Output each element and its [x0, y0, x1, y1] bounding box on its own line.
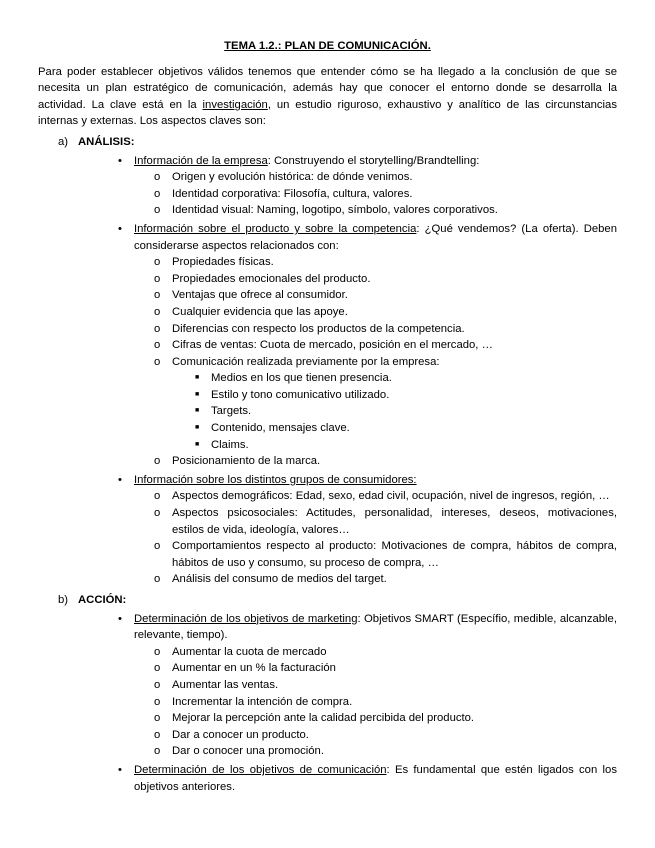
sub-list-item [38, 354, 617, 371]
bullet-marker: • [118, 154, 122, 167]
intro-text-after: , un estudio riguroso, exhaustivo y analítico de las circunstancias internas y externas. Los aspectos claves son: [38, 98, 617, 128]
sub-list-item [38, 287, 617, 304]
sub-list-item [38, 254, 617, 271]
section-heading [38, 592, 617, 609]
sub-list-text: Aspectos psicosociales: Actitudes, personalidad, intereses, deseos, motivaciones, estilos de vida, ideología, valores… [172, 507, 617, 536]
sub-list-item [38, 304, 617, 321]
circle-marker: o [154, 455, 161, 468]
bullet-item [38, 611, 617, 644]
sub-list-text: Aumentar en un % la facturación [172, 662, 336, 675]
sub-list-text: Cifras de ventas: Cuota de mercado, posición en el mercado, … [172, 339, 493, 352]
bullet-heading: Determinación de los objetivos de comunicación [134, 763, 387, 776]
sub-list-item [38, 677, 617, 694]
bullet-marker: • [118, 473, 122, 486]
sub-list-text: Mejorar la percepción ante la calidad percibida del producto. [172, 712, 475, 725]
bullet-item [38, 153, 617, 170]
sub-list-item [38, 743, 617, 760]
bullet-text [134, 472, 617, 489]
section-heading [38, 134, 617, 151]
sub-list-text: Aumentar las ventas. [172, 678, 279, 691]
section-title: ANÁLISIS: [78, 135, 135, 148]
nested-list-item [38, 370, 617, 387]
sub-list-text: Aumentar la cuota de mercado [172, 645, 327, 658]
bullet-text [134, 762, 617, 795]
intro-keyword: investigación [202, 98, 268, 111]
sections-container [38, 134, 617, 795]
sub-list-item [38, 271, 617, 288]
bullet-marker: • [118, 222, 122, 235]
sub-list-item [38, 710, 617, 727]
sub-list-text: Dar o conocer una promoción. [172, 745, 324, 758]
sub-list-text: Comunicación realizada previamente por la empresa: [172, 355, 440, 368]
circle-marker: o [154, 645, 161, 658]
nested-list-text: Medios en los que tienen presencia. [211, 372, 392, 385]
sub-list-item [38, 538, 617, 571]
sub-list-text: Análisis del consumo de medios del target. [172, 573, 387, 586]
bullet-heading: Información de la empresa [134, 154, 268, 167]
bullet-item [38, 472, 617, 489]
intro-paragraph [38, 64, 617, 130]
circle-marker: o [154, 540, 161, 553]
bullet-marker: • [118, 612, 122, 625]
circle-marker: o [154, 322, 161, 335]
circle-marker: o [154, 728, 161, 741]
circle-marker: o [154, 507, 161, 520]
circle-marker: o [154, 355, 161, 368]
nested-list-text: Estilo y tono comunicativo utilizado. [211, 388, 390, 401]
square-marker: ■ [195, 390, 200, 398]
sub-list-text: Posicionamiento de la marca. [172, 455, 321, 468]
circle-marker: o [154, 256, 161, 269]
circle-marker: o [154, 339, 161, 352]
circle-marker: o [154, 745, 161, 758]
sub-list-item [38, 169, 617, 186]
sub-list-item [38, 727, 617, 744]
nested-list-text: Contenido, mensajes clave. [211, 422, 350, 435]
sub-list-item [38, 571, 617, 588]
sub-list-text: Identidad visual: Naming, logotipo, símbolo, valores corporativos. [172, 204, 498, 217]
square-marker: ■ [195, 374, 200, 382]
bullet-marker: • [118, 763, 122, 776]
bullet-body: : Es fundamental que estén ligados con los objetivos anteriores. [134, 763, 617, 793]
square-marker: ■ [195, 440, 200, 448]
sub-list-text: Cualquier evidencia que las apoye. [172, 305, 348, 318]
sub-list-item [38, 202, 617, 219]
sub-list-item [38, 488, 617, 505]
sub-list-text: Incrementar la intención de compra. [172, 695, 353, 708]
sub-list-text: Origen y evolución histórica: de dónde venimos. [172, 171, 413, 184]
bullet-heading: Determinación de los objetivos de marketing [134, 612, 358, 625]
nested-list-text: Targets. [211, 405, 252, 418]
nested-list-item [38, 403, 617, 420]
circle-marker: o [154, 573, 161, 586]
bullet-body: : Construyendo el storytelling/Brandtelling: [267, 154, 480, 167]
bullet-heading: Información sobre los distintos grupos de consumidores: [134, 473, 417, 486]
circle-marker: o [154, 712, 161, 725]
sub-list-text: Identidad corporativa: Filosofía, cultura, valores. [172, 187, 413, 200]
circle-marker: o [154, 272, 161, 285]
square-marker: ■ [195, 424, 200, 432]
circle-marker: o [154, 171, 161, 184]
bullet-text [134, 221, 617, 254]
bullet-text [134, 153, 617, 170]
bullet-body: : ¿Qué vendemos? (La oferta). Deben considerarse aspectos relacionados con: [134, 222, 617, 252]
bullet-heading: Información sobre el producto y sobre la competencia [134, 222, 417, 235]
sub-list-text: Diferencias con respecto los productos de la competencia. [172, 322, 465, 335]
sub-list-text: Comportamientos respecto al producto: Motivaciones de compra, hábitos de compra, hábitos de uso y consumo, su proceso de compra, … [172, 540, 617, 569]
sub-list-item [38, 505, 617, 538]
sub-list-text: Ventajas que ofrece al consumidor. [172, 289, 348, 302]
circle-marker: o [154, 695, 161, 708]
circle-marker: o [154, 490, 161, 503]
circle-marker: o [154, 305, 161, 318]
nested-list-item [38, 387, 617, 404]
circle-marker: o [154, 204, 161, 217]
sub-list-text: Propiedades emocionales del producto. [172, 272, 371, 285]
bullet-text [134, 611, 617, 644]
bullet-item [38, 221, 617, 254]
section-letter: b) [58, 594, 69, 606]
circle-marker: o [154, 662, 161, 675]
circle-marker: o [154, 187, 161, 200]
sub-list-item [38, 337, 617, 354]
sub-list-item [38, 186, 617, 203]
nested-list-text: Claims. [211, 438, 249, 451]
square-marker: ■ [195, 407, 200, 415]
sub-list-text: Propiedades físicas. [172, 256, 274, 269]
sub-list-item [38, 453, 617, 470]
nested-list-item [38, 420, 617, 437]
sub-list-text: Dar a conocer un producto. [172, 728, 309, 741]
circle-marker: o [154, 678, 161, 691]
circle-marker: o [154, 289, 161, 302]
section-letter: a) [58, 135, 69, 148]
sub-list-item [38, 660, 617, 677]
sub-list-item [38, 644, 617, 661]
intro-text-before: Para poder establecer objetivos válidos tenemos que entender cómo se ha llegado a la conclusión de que se necesita un plan estratégico de comunicación, además hay que conocer el entorno donde se desarrolla la actividad. La clave está en la [38, 65, 617, 111]
page-title: TEMA 1.2.: PLAN DE COMUNICACIÓN. [224, 40, 431, 52]
bullet-body: : Objetivos SMART (Específio, medible, alcanzable, relevante, tiempo). [134, 612, 617, 642]
section-title: ACCIÓN: [78, 594, 127, 606]
sub-list-item [38, 694, 617, 711]
nested-list-item [38, 437, 617, 454]
sub-list-item [38, 321, 617, 338]
bullet-item [38, 762, 617, 795]
sub-list-text: Aspectos demográficos: Edad, sexo, edad civil, ocupación, nivel de ingresos, región, … [172, 490, 610, 503]
